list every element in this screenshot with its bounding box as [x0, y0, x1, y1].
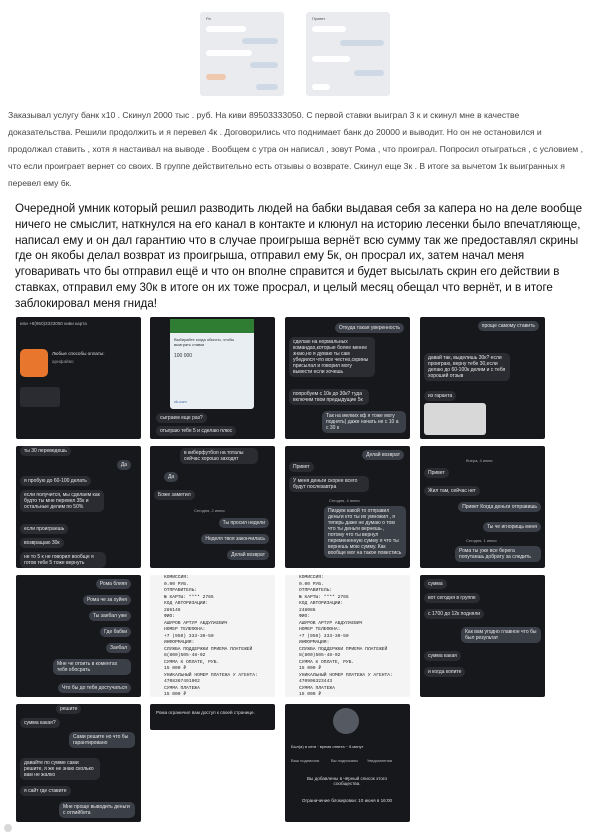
chat-bubble — [424, 593, 480, 603]
chat-bubble — [227, 550, 269, 560]
bubble-text: Сами решите но что бы гарантировано — [73, 734, 129, 746]
chat-bubble — [83, 595, 131, 605]
bubble-text: с 1700 до 12к подняли — [428, 611, 481, 617]
bubble-text: давай так, выделишь 30к? если проиграю, верну тебе 30,если делаю до 60-100к делим и с тебя хороший отзыв — [428, 355, 506, 379]
bubble-text: Привет — [293, 464, 310, 470]
chat-bubble — [289, 337, 375, 377]
bubble-text: не то 5 к не говорил вообще я готов тебе 5 тоже вернуть — [24, 554, 94, 566]
pay-title: Любые способы оплаты: — [52, 351, 105, 356]
screenshot-5 — [16, 446, 141, 568]
bubble-text: вот сегодня в группе — [428, 595, 476, 601]
chat-bubble — [69, 732, 135, 748]
chat-bubble — [180, 448, 258, 464]
mini-bubble — [206, 26, 246, 32]
chat-bubble — [424, 391, 456, 401]
screenshot-right — [306, 12, 390, 96]
chat-bubble — [335, 323, 404, 333]
bubble-text: Как вам угодно главное что бы был результат — [465, 629, 537, 641]
bubble-text: Что бы до тебя достучаться — [62, 685, 127, 691]
review-text-2: Очередной умник который решил разводить людей на бабки выдавая себя за капера но на деле вообще ничего не смыслит, наткнулся на его канал в контакте и клюнул на историю лесенки было впечатляюще, написал ему и он дал гарантию что в случае проигрыша вернёт всю сумму так же предоставлял скрины где он якобы делал возврат из проигрыша, отправил ему 5к, он просрал их, затем начал меня уговаривать что бы отправил ещё и что он вполне справится и будет высылать скрин его действии в ставках, отправил ему 30к в итоге он их тоже просрал, и целый месяц обещал что вернёт, и в итоге заблокировал меня гнида! — [15, 202, 583, 310]
bubble-text: Делай возврат — [366, 452, 400, 458]
action-notifications[interactable]: Уведомления — [367, 758, 393, 763]
chat-bubble — [483, 522, 541, 532]
chat-bubble — [455, 546, 541, 562]
chat-bubble — [20, 758, 100, 780]
action-subscribed[interactable]: Вы подписаны — [331, 758, 358, 763]
chat-bubble — [20, 552, 106, 568]
bubble-text: У меня деньги скорее всего будут послезавтра — [293, 478, 358, 490]
card-header: или +8(950)3333050 киви карта — [20, 321, 87, 326]
bubble-text: Привет Когда деньги отправишь — [462, 504, 537, 510]
chat-bubble — [154, 490, 195, 500]
phone-url: vk.com — [174, 399, 187, 404]
chat-bubble — [424, 609, 484, 619]
screenshot-12 — [420, 575, 545, 697]
chat-bubble — [164, 472, 178, 482]
review-text-1: Заказывал услугу банк х10 . Скинул 2000 тыс . руб. На киви 89503333050. С первой ставки выиграл 3 к и скинул мне в качестве доказательства. Решили продолжить и я перевел 4к . Договорились что поднимает банк до 20000 и выводит. Но он не остановился и продолжал ставить , хотя я настаивал на выводе . Вообщем с утра он написал , зовут Рома , что проиграл. Попросил отыграться , с условием , что если проиграет вернет со своих. В группе действительно есть отзывы о возврате. Скинул еще 3к . В итоге за вычетом 1к выигранных я перевел ему 6к. — [8, 110, 583, 188]
screenshot-11-receipt — [285, 575, 410, 697]
receipt-text: КОМИССИЯ: 0.00 РУБ. ОТПРАВИТЕЛЬ: № КАРТЫ: **** 2765 КОД АВТОРИЗАЦИИ: 248086 ФИО: АШУРОВ АРТУР АБДУЛАЕВИЧ НОМЕР ТЕЛЕФОНА: +7 (950) 333-30-50 ИНФОРМАЦИЯ: СЛУЖБА ПОДДЕРЖКИ ПРИЕМА ПЛАТЕЖЕЙ 8(800)505-48-02 СУММА К ОПЛАТЕ, РУБ. 15 000 ₽ УНИКАЛЬНЫЙ НОМЕР ПЛАТЕЖА У АГЕНТА: 470906323443 СУММА ПЛАТЕЖА 15 000 ₽ — [299, 575, 393, 697]
chat-bubble — [156, 413, 207, 423]
bubble-text: если проиграешь — [24, 526, 65, 532]
date-divider: Сегодня, 1 июня — [466, 538, 497, 543]
mini-bubble — [242, 38, 278, 44]
chat-bubble — [89, 611, 131, 621]
status-text: Был(а) в сети · время ответа ~ 8 минут — [291, 744, 364, 749]
chat-bubble — [289, 476, 369, 492]
chat-bubble — [106, 643, 131, 653]
bubble-text: и когда копите — [428, 669, 462, 675]
chat-bubble — [362, 450, 404, 460]
mini-text: Ра — [206, 16, 211, 21]
bubble-text: Неделя твоя закончилась — [205, 536, 265, 542]
restricted-notice: Рома ограничил вам доступ к своей странице. — [156, 710, 255, 715]
chat-bubble — [156, 426, 236, 436]
mini-bubble — [250, 62, 278, 68]
chat-bubble — [424, 667, 465, 677]
chat-bubble — [201, 534, 269, 544]
bubble-text: я пробую до 60-100 делать — [24, 478, 87, 484]
bubble-text: решите — [60, 706, 78, 712]
date-divider: Сегодня, 4 июня — [329, 498, 360, 503]
chat-bubble — [219, 518, 269, 528]
bubble-text: Жил там, сейчас нет — [428, 488, 476, 494]
mini-bubble — [312, 84, 330, 90]
block-footer: Ограничение блокировки: 10 июня в 16:00 — [301, 798, 393, 803]
bubble-text: если получится, мы сделаем как будто ты мне перевел 35к и остальные делим по 50% — [24, 492, 100, 510]
bubble-text: возвращаю 30к — [24, 540, 60, 546]
phone-amount: 100 000 — [174, 353, 193, 359]
bubble-text: попробуем с 10к до 30к? туда включим твои предыдущие 5к — [293, 391, 363, 403]
date-divider: Вчера, 4 июня — [466, 458, 493, 463]
bubble-text: сумма — [428, 581, 443, 587]
mini-bubble — [256, 84, 278, 90]
bubble-text: давайте по сумме сами решите, я же не знаю сколько вам не жалко — [24, 760, 94, 778]
chat-bubble — [424, 353, 510, 381]
bubble-text: Ты заебал уже — [92, 613, 127, 619]
screenshot-4 — [420, 317, 545, 439]
screenshot-3 — [285, 317, 410, 439]
bubble-text: в киберфутбол на тоталы сейчас хорошо заходят — [184, 450, 244, 462]
chat-bubble — [458, 502, 541, 512]
chat-bubble — [96, 579, 131, 589]
chat-bubble — [324, 506, 406, 558]
mini-text: Привет — [312, 16, 326, 21]
chat-bubble — [322, 411, 406, 433]
bubble-text: отыграю тебе 5 и сделаю плюс — [160, 428, 233, 434]
chat-bubble — [424, 486, 480, 496]
chat-bubble — [20, 786, 71, 796]
screenshot-7 — [285, 446, 410, 568]
embedded-phone — [170, 319, 254, 409]
chat-bubble — [461, 627, 541, 643]
screenshot-1 — [16, 317, 141, 439]
bubble-text: сумма какая — [428, 653, 457, 659]
phone-text: Выбирайте когда обычно, чтобы выиграть ставки — [174, 337, 235, 347]
bubble-text: Привет — [428, 470, 445, 476]
chat-bubble — [20, 490, 104, 512]
chat-bubble — [117, 460, 131, 470]
blocked-notice: Вы добавлены в чёрный список этого сообщества. — [306, 776, 388, 786]
chat-bubble — [289, 389, 369, 405]
chat-bubble — [20, 446, 71, 456]
chat-bubble — [289, 462, 314, 472]
action-subscriber[interactable]: Ваш подписчик — [291, 758, 320, 763]
bubble-text: Да — [120, 462, 127, 468]
screenshot-15 — [285, 704, 410, 822]
bubble-text: сделаю на нормальных командах,которые более менее знаю,но я думаю ты сам убедился что все честно,скрины присылал и говорил могу вывести если хочешь — [293, 339, 369, 375]
chat-bubble — [20, 524, 68, 534]
loading-dot — [4, 824, 12, 832]
mini-bubble — [312, 56, 350, 62]
chat-bubble — [478, 321, 539, 331]
bubble-text: Где бабки — [104, 629, 127, 635]
screenshot-8 — [420, 446, 545, 568]
bubble-text: Мне че отоить в коментах тебя обосрать — [57, 661, 118, 673]
chat-bubble — [20, 538, 64, 548]
screenshot-14 — [150, 704, 275, 730]
chat-bubble — [20, 476, 91, 486]
avatar — [333, 708, 359, 734]
payment-logo — [20, 349, 48, 377]
bubble-text: сумма какая? — [24, 720, 56, 726]
mini-bubble — [312, 26, 346, 32]
pay-sub: арифайво — [52, 359, 74, 364]
mini-bubble — [206, 74, 226, 80]
mini-bubble — [206, 50, 252, 56]
bubble-text: Делай возврат — [231, 552, 265, 558]
bubble-text: Ты просил недели — [222, 520, 265, 526]
phone-header — [170, 319, 254, 333]
bubble-text: я сайт где ставите — [24, 788, 67, 794]
chat-bubble — [53, 659, 131, 675]
bubble-text: Мне проще выводить деньги с отпийбета — [63, 804, 130, 816]
image-placeholder — [20, 387, 60, 407]
bubble-text: Заебал — [110, 645, 127, 651]
screenshot-6 — [150, 446, 275, 568]
chat-bubble — [20, 718, 60, 728]
bubble-text: Откуда такая уверенность — [338, 325, 400, 331]
mini-bubble — [354, 70, 384, 76]
bubble-text: Так на мелких кф я тоже могу поднять) даже начать не с 10 а с 30 к — [326, 413, 399, 431]
bubble-text: Рома бляяя — [99, 581, 127, 587]
chat-bubble — [424, 468, 449, 478]
date-divider: Сегодня, 2 июня — [194, 508, 225, 513]
screenshot-left — [200, 12, 284, 96]
attached-image — [424, 403, 486, 435]
bubble-text: сыграем еще раз? — [160, 415, 203, 421]
bubble-text: Рома че за хуйня — [86, 597, 127, 603]
screenshot-9 — [16, 575, 141, 697]
bubble-text: Ты че игнорищь меня — [486, 524, 537, 530]
screenshot-13 — [16, 704, 141, 822]
bubble-text: Да — [168, 474, 175, 480]
screenshot-10-receipt — [150, 575, 275, 697]
chat-bubble — [424, 579, 447, 589]
bubble-text: Пиздеж какой то отправил деньги кто ты их умножил , я теперь даже не думаю о том что ты деньги вернешь , потому что ты вернул перемененную сумму я что ты вернешь мою сумму. Как вообще мог на такое повестись — [328, 508, 402, 556]
top-screenshots — [200, 12, 390, 96]
bubble-text: ты 30 переведешь — [24, 448, 67, 454]
bubble-text: проще самому ставить — [481, 323, 535, 329]
chat-bubble — [56, 704, 81, 714]
chat-bubble — [59, 802, 135, 818]
screenshot-2 — [150, 317, 275, 439]
bubble-text: из гаранта — [428, 393, 453, 399]
receipt-text: КОМИССИЯ: 0.00 РУБ. ОТПРАВИТЕЛЬ: № КАРТЫ: **** 2765 КОД АВТОРИЗАЦИИ: 286146 ФИО: АШУРОВ АРТУР АБДУЛАЕВИЧ НОМЕР ТЕЛЕФОНА: +7 (950) 333-30-50 ИНФОРМАЦИЯ: СЛУЖБА ПОДДЕРЖКИ ПРИЕМА ПЛАТЕЖЕЙ 8(800)505-48-02 СУММА К ОПЛАТЕ, РУБ. 15 000 ₽ УНИКАЛЬНЫЙ НОМЕР ПЛАТЕЖА У АГЕНТА: 4708367491902 СУММА ПЛАТЕЖА 15 000 ₽ — [164, 575, 258, 697]
mini-bubble — [340, 40, 384, 46]
chat-bubble — [100, 627, 131, 637]
chat-bubble — [424, 651, 461, 661]
bubble-text: Рома ты уже все берега попутаешь добрату за следить — [459, 548, 531, 560]
chat-bubble — [58, 683, 131, 693]
bubble-text: Боже заметил — [158, 492, 191, 498]
